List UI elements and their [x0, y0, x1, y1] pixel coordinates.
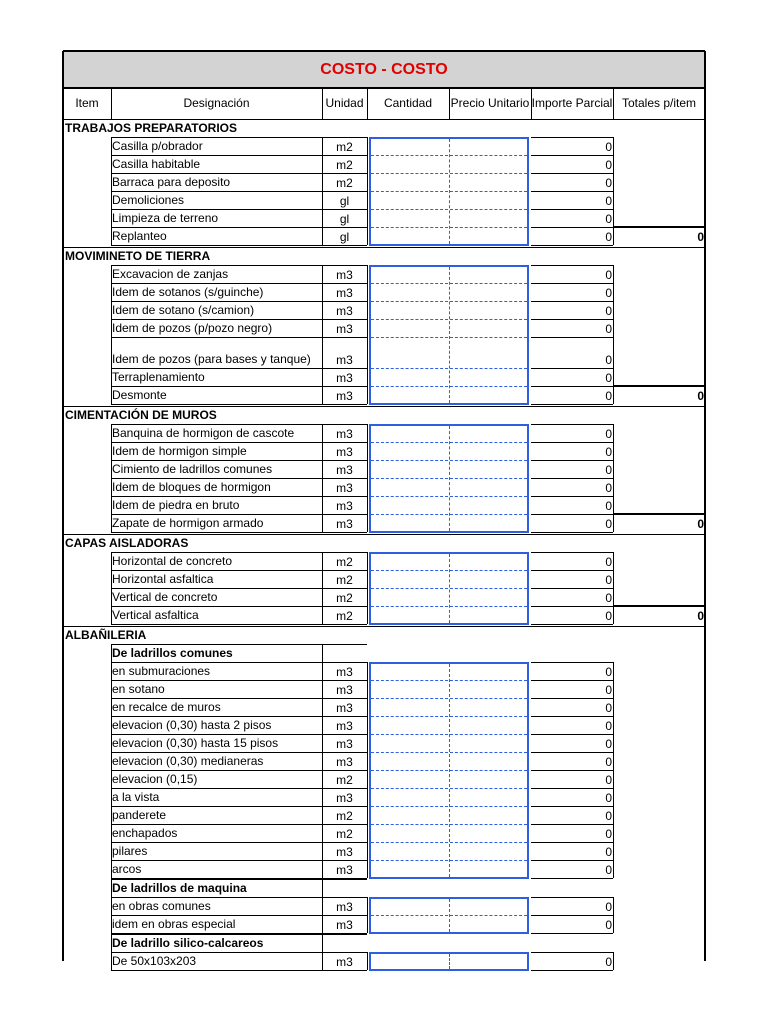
grid-line: [613, 385, 705, 387]
importe-parcial-cell: 0: [605, 863, 612, 877]
row-divider: [371, 173, 527, 174]
unidad-cell: m3: [336, 371, 353, 385]
importe-parcial-cell: 0: [605, 827, 612, 841]
grid-line: [531, 698, 613, 699]
unidad-cell: m3: [336, 286, 353, 300]
grid-line: [531, 386, 613, 387]
row-divider: [371, 283, 527, 284]
designacion-cell: panderete: [112, 808, 167, 822]
importe-parcial-cell: 0: [605, 809, 612, 823]
total-cell: 0: [697, 517, 704, 531]
grid-line: [531, 265, 613, 266]
row-divider: [371, 842, 527, 843]
unidad-cell: m2: [336, 573, 353, 587]
grid-line: [613, 265, 614, 404]
importe-parcial-cell: 0: [605, 463, 612, 477]
unidad-cell: m2: [336, 158, 353, 172]
importe-parcial-cell: 0: [605, 304, 612, 318]
grid-line: [531, 137, 613, 138]
row-divider: [371, 478, 527, 479]
grid-line: [531, 227, 613, 228]
grid-line: [531, 952, 613, 953]
unidad-cell: m3: [336, 322, 353, 336]
importe-parcial-cell: 0: [605, 427, 612, 441]
grid-line: [531, 933, 613, 934]
designacion-cell: Demoliciones: [112, 193, 185, 207]
unidad-cell: m3: [336, 389, 353, 403]
row-divider: [371, 442, 527, 443]
grid-line: [613, 897, 614, 933]
importe-parcial-cell: 0: [605, 573, 612, 587]
grid-line: [322, 424, 323, 532]
grid-line: [322, 879, 323, 897]
header-designacion: Designación: [183, 96, 250, 110]
designacion-cell: Idem de sotano (s/camion): [112, 303, 255, 317]
importe-parcial-cell: 0: [605, 609, 612, 623]
grid-line: [63, 247, 705, 248]
importe-parcial-cell: 0: [605, 322, 612, 336]
designacion-cell: Casilla habitable: [112, 157, 201, 171]
grid-line: [531, 319, 613, 320]
header-precio-unitario: Precio Unitario: [450, 96, 530, 110]
grid-line: [613, 137, 614, 245]
grid-line: [531, 734, 613, 735]
designacion-cell: Zapate de hormigon armado: [112, 516, 264, 530]
grid-line: [62, 51, 64, 961]
grid-line: [613, 513, 705, 515]
unidad-cell: gl: [339, 212, 350, 226]
unidad-cell: m2: [336, 809, 353, 823]
importe-parcial-cell: 0: [605, 773, 612, 787]
section-title: CAPAS AISLADORAS: [65, 536, 189, 550]
importe-parcial-cell: 0: [605, 918, 612, 932]
unidad-cell: m3: [336, 701, 353, 715]
grid-line: [111, 624, 367, 625]
importe-parcial-cell: 0: [605, 737, 612, 751]
row-divider: [371, 514, 527, 515]
designacion-cell: elevacion (0,30) medianeras: [112, 754, 264, 768]
grid-line: [613, 424, 614, 532]
grid-line: [613, 605, 705, 607]
header-cantidad: Cantidad: [383, 96, 433, 110]
grid-line: [531, 788, 613, 789]
importe-parcial-cell: 0: [605, 481, 612, 495]
row-divider: [371, 606, 527, 607]
grid-line: [531, 368, 613, 369]
row-divider: [371, 824, 527, 825]
designacion-cell: Terraplenamiento: [112, 370, 205, 384]
header-importe-parcial: Importe Parcial: [531, 96, 613, 110]
grid-line: [367, 265, 368, 404]
grid-line: [367, 552, 368, 624]
sheet-title: COSTO - COSTO: [320, 61, 448, 78]
row-divider: [371, 301, 527, 302]
designacion-cell: Vertical de concreto: [112, 590, 218, 604]
row-divider: [371, 337, 527, 338]
total-cell: 0: [697, 609, 704, 623]
unidad-cell: m3: [336, 427, 353, 441]
designacion-cell: en obras comunes: [112, 899, 211, 913]
importe-parcial-cell: 0: [605, 791, 612, 805]
section-title: CIMENTACIÓN DE MUROS: [65, 408, 217, 422]
grid-line: [111, 404, 367, 405]
unidad-cell: m2: [336, 591, 353, 605]
grid-line: [531, 424, 613, 425]
unidad-cell: m3: [336, 499, 353, 513]
row-divider: [371, 368, 527, 369]
grid-line: [531, 624, 613, 625]
column-divider: [449, 954, 450, 969]
subsection-title: De ladrillos de maquina: [112, 881, 247, 895]
importe-parcial-cell: 0: [605, 555, 612, 569]
header-unidad: Unidad: [325, 96, 364, 110]
importe-parcial-cell: 0: [605, 755, 612, 769]
row-divider: [371, 860, 527, 861]
unidad-cell: m2: [336, 609, 353, 623]
grid-line: [111, 644, 367, 645]
grid-line: [367, 137, 368, 245]
grid-line: [111, 245, 367, 246]
grid-line: [111, 424, 112, 532]
grid-line: [531, 662, 613, 663]
designacion-cell: arcos: [112, 862, 142, 876]
grid-line: [367, 88, 368, 119]
designacion-cell: a la vista: [112, 790, 160, 804]
grid-line: [111, 879, 367, 880]
row-divider: [371, 588, 527, 589]
unidad-cell: m3: [336, 481, 353, 495]
grid-line: [531, 460, 613, 461]
input-range-cantidad-precio[interactable]: [369, 424, 529, 533]
designacion-cell: Idem de sotanos (s/guinche): [112, 285, 264, 299]
row-divider: [371, 752, 527, 753]
grid-line: [63, 119, 705, 120]
grid-line: [63, 406, 705, 407]
grid-line: [322, 644, 323, 662]
grid-line: [613, 226, 705, 228]
grid-line: [111, 952, 112, 970]
importe-parcial-cell: 0: [605, 719, 612, 733]
unidad-cell: gl: [339, 230, 350, 244]
importe-parcial-cell: 0: [605, 591, 612, 605]
unidad-cell: m3: [336, 955, 353, 969]
grid-line: [367, 424, 368, 532]
designacion-cell: en recalce de muros: [112, 700, 221, 714]
section-title: MOVIMINETO DE TIERRA: [65, 249, 211, 263]
grid-line: [531, 478, 613, 479]
row-divider: [371, 209, 527, 210]
grid-line: [531, 842, 613, 843]
grid-line: [531, 88, 532, 119]
grid-line: [531, 970, 613, 971]
grid-line: [111, 970, 367, 971]
grid-line: [322, 265, 323, 404]
unidad-cell: m3: [336, 755, 353, 769]
unidad-cell: m3: [336, 268, 353, 282]
grid-line: [531, 404, 613, 405]
grid-line: [531, 514, 613, 515]
grid-line: [63, 87, 705, 89]
importe-parcial-cell: 0: [605, 212, 612, 226]
row-divider: [371, 460, 527, 461]
grid-line: [531, 570, 613, 571]
importe-parcial-cell: 0: [605, 230, 612, 244]
grid-line: [531, 245, 613, 246]
unidad-cell: m2: [336, 827, 353, 841]
cost-sheet: [63, 51, 705, 969]
designacion-cell: Horizontal de concreto: [112, 554, 233, 568]
designacion-cell: Casilla p/obrador: [112, 139, 203, 153]
designacion-cell: Barraca para deposito: [112, 175, 231, 189]
grid-line: [63, 50, 705, 52]
designacion-cell: pilares: [112, 844, 148, 858]
grid-line: [613, 662, 614, 878]
unidad-cell: m3: [336, 683, 353, 697]
section-title: TRABAJOS PREPARATORIOS: [65, 121, 238, 135]
grid-line: [531, 770, 613, 771]
grid-line: [111, 934, 367, 935]
importe-parcial-cell: 0: [605, 353, 612, 367]
grid-line: [613, 88, 614, 119]
unidad-cell: m3: [336, 463, 353, 477]
designacion-cell: Limpieza de terreno: [112, 211, 219, 225]
designacion-cell: elevacion (0,15): [112, 772, 198, 786]
designacion-cell: elevacion (0,30) hasta 15 pisos: [112, 736, 279, 750]
row-divider: [371, 570, 527, 571]
grid-line: [111, 552, 112, 624]
designacion-cell: elevacion (0,30) hasta 2 pisos: [112, 718, 272, 732]
grid-line: [531, 301, 613, 302]
grid-line: [531, 442, 613, 443]
grid-line: [704, 51, 706, 961]
unidad-cell: gl: [339, 194, 350, 208]
designacion-cell: Replanteo: [112, 229, 167, 243]
grid-line: [531, 806, 613, 807]
importe-parcial-cell: 0: [605, 517, 612, 531]
input-range-cantidad-precio[interactable]: [369, 897, 529, 934]
grid-line: [322, 662, 323, 878]
importe-parcial-cell: 0: [605, 286, 612, 300]
unidad-cell: m3: [336, 863, 353, 877]
grid-line: [111, 897, 112, 933]
row-divider: [371, 915, 527, 916]
designacion-cell: Horizontal asfaltica: [112, 572, 214, 586]
grid-line: [531, 878, 613, 879]
importe-parcial-cell: 0: [605, 665, 612, 679]
row-divider: [371, 155, 527, 156]
grid-line: [111, 88, 112, 119]
header-item: Item: [75, 96, 99, 110]
designacion-cell: Idem de piedra en bruto: [112, 498, 240, 512]
importe-parcial-cell: 0: [605, 701, 612, 715]
grid-line: [63, 534, 705, 535]
grid-line: [111, 662, 112, 878]
subsection-title: De ladrillos comunes: [112, 646, 233, 660]
grid-line: [531, 606, 613, 607]
unidad-cell: m2: [336, 773, 353, 787]
row-divider: [371, 227, 527, 228]
row-divider: [371, 734, 527, 735]
grid-line: [322, 552, 323, 624]
unidad-cell: m3: [336, 445, 353, 459]
importe-parcial-cell: 0: [605, 499, 612, 513]
grid-line: [531, 337, 613, 338]
importe-parcial-cell: 0: [605, 445, 612, 459]
grid-line: [367, 662, 368, 878]
grid-line: [63, 626, 705, 627]
importe-parcial-cell: 0: [605, 176, 612, 190]
grid-line: [531, 283, 613, 284]
designacion-cell: Banquina de hormigon de cascote: [112, 426, 295, 440]
row-divider: [371, 191, 527, 192]
unidad-cell: m3: [336, 353, 353, 367]
grid-line: [613, 952, 614, 970]
importe-parcial-cell: 0: [605, 389, 612, 403]
designacion-cell: Idem de pozos (p/pozo negro): [112, 321, 273, 335]
unidad-cell: m3: [336, 900, 353, 914]
grid-line: [449, 88, 450, 119]
grid-line: [322, 934, 323, 952]
grid-line: [111, 532, 367, 533]
unidad-cell: m3: [336, 665, 353, 679]
unidad-cell: m3: [336, 918, 353, 932]
row-divider: [371, 386, 527, 387]
designacion-cell: Desmonte: [112, 388, 167, 402]
input-range-cantidad-precio[interactable]: [369, 265, 529, 405]
row-divider: [371, 806, 527, 807]
unidad-cell: m2: [336, 140, 353, 154]
grid-line: [531, 752, 613, 753]
unidad-cell: m3: [336, 517, 353, 531]
unidad-cell: m2: [336, 555, 353, 569]
importe-parcial-cell: 0: [605, 158, 612, 172]
designacion-cell: Cimiento de ladrillos comunes: [112, 462, 273, 476]
grid-line: [367, 952, 368, 970]
grid-line: [531, 897, 613, 898]
importe-parcial-cell: 0: [605, 194, 612, 208]
subsection-title: De ladrillo silico-calcareos: [112, 936, 264, 950]
designacion-cell: Excavacion de zanjas: [112, 267, 229, 281]
importe-parcial-cell: 0: [605, 845, 612, 859]
grid-line: [531, 532, 613, 533]
input-range-cantidad-precio[interactable]: [369, 952, 529, 971]
importe-parcial-cell: 0: [605, 900, 612, 914]
designacion-cell: en submuraciones: [112, 664, 211, 678]
input-range-cantidad-precio[interactable]: [369, 137, 529, 246]
unidad-cell: m3: [336, 845, 353, 859]
row-divider: [371, 698, 527, 699]
column-divider: [449, 267, 450, 403]
grid-line: [531, 173, 613, 174]
unidad-cell: m3: [336, 791, 353, 805]
grid-line: [531, 552, 613, 553]
designacion-cell: Idem de pozos (para bases y tanque): [112, 352, 311, 366]
designacion-cell: Vertical asfaltica: [112, 608, 199, 622]
importe-parcial-cell: 0: [605, 683, 612, 697]
grid-line: [531, 588, 613, 589]
designacion-cell: Idem de hormigon simple: [112, 444, 247, 458]
grid-line: [322, 88, 323, 119]
row-divider: [371, 788, 527, 789]
grid-line: [531, 209, 613, 210]
importe-parcial-cell: 0: [605, 268, 612, 282]
unidad-cell: m3: [336, 719, 353, 733]
designacion-cell: De 50x103x203: [112, 954, 197, 968]
grid-line: [531, 716, 613, 717]
grid-line: [322, 897, 323, 933]
grid-line: [531, 915, 613, 916]
grid-line: [367, 897, 368, 933]
unidad-cell: m3: [336, 304, 353, 318]
grid-line: [531, 860, 613, 861]
grid-line: [322, 952, 323, 970]
grid-line: [531, 496, 613, 497]
row-divider: [371, 680, 527, 681]
importe-parcial-cell: 0: [605, 955, 612, 969]
row-divider: [371, 716, 527, 717]
input-range-cantidad-precio[interactable]: [369, 662, 529, 879]
importe-parcial-cell: 0: [605, 371, 612, 385]
total-cell: 0: [697, 389, 704, 403]
importe-parcial-cell: 0: [605, 140, 612, 154]
designacion-cell: Idem de bloques de hormigon: [112, 480, 271, 494]
row-divider: [371, 319, 527, 320]
unidad-cell: m2: [336, 176, 353, 190]
grid-line: [531, 824, 613, 825]
grid-line: [531, 155, 613, 156]
input-range-cantidad-precio[interactable]: [369, 552, 529, 625]
row-divider: [371, 496, 527, 497]
grid-line: [111, 265, 112, 404]
designacion-cell: idem en obras especial: [112, 917, 236, 931]
designacion-cell: enchapados: [112, 826, 178, 840]
designacion-cell: en sotano: [112, 682, 165, 696]
grid-line: [322, 137, 323, 245]
header-totales: Totales p/item: [621, 96, 697, 110]
grid-line: [531, 680, 613, 681]
section-title: ALBAÑILERIA: [65, 628, 147, 642]
grid-line: [111, 137, 112, 245]
total-cell: 0: [697, 230, 704, 244]
row-divider: [371, 770, 527, 771]
grid-line: [531, 191, 613, 192]
unidad-cell: m3: [336, 737, 353, 751]
